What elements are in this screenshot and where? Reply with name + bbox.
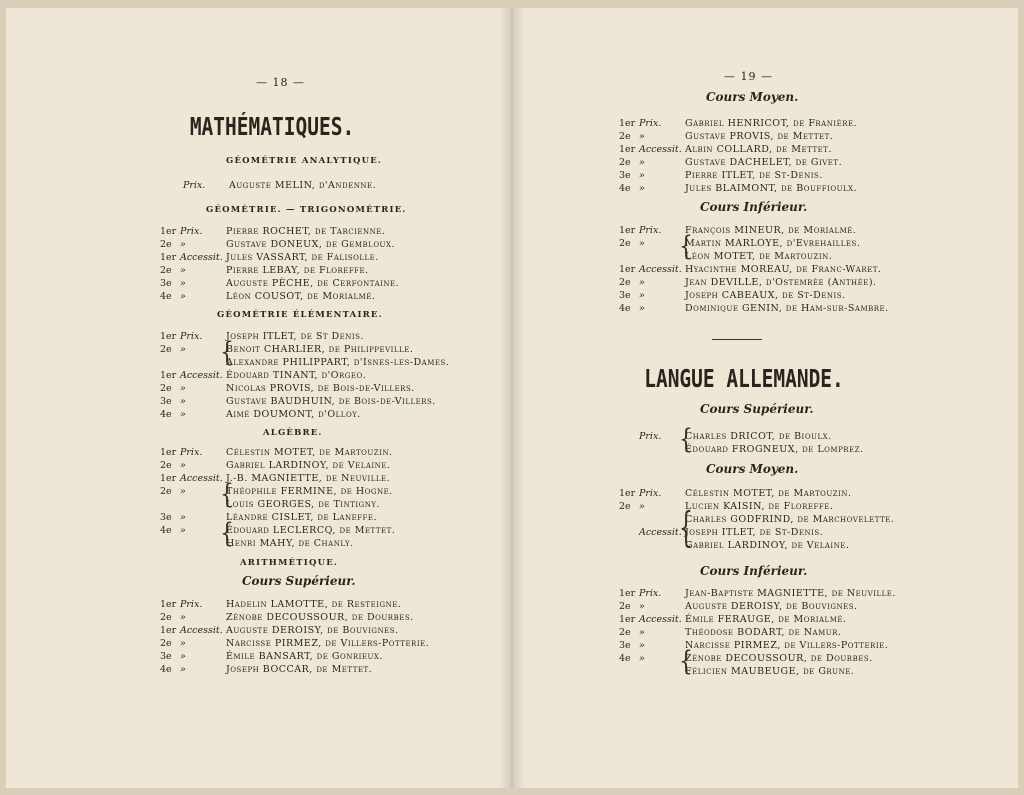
book-gutter xyxy=(498,8,526,788)
rank-label: 1er xyxy=(619,488,636,499)
rank-label: 2e xyxy=(160,344,172,355)
award-label: » xyxy=(639,501,645,512)
award-label: Prix. xyxy=(639,431,662,442)
brace-mark: { xyxy=(679,231,693,263)
page-number: — 18 — xyxy=(256,76,305,89)
award-label: » xyxy=(639,303,645,314)
award-label: » xyxy=(180,239,186,250)
rank-label: 3e xyxy=(619,170,631,181)
section-heading: ARITHMÉTIQUE. xyxy=(240,558,339,568)
laureate-name: Dominique GENIN, de Ham-sur-Sambre. xyxy=(685,303,889,314)
subsection-heading: Cours Inférieur. xyxy=(700,564,808,578)
rank-label: 1er xyxy=(619,144,636,155)
rank-label: 2e xyxy=(160,486,172,497)
rank-label: 4e xyxy=(160,409,172,420)
award-label: Prix. xyxy=(639,225,662,236)
laureate-name: Gustave PROVIS, de Mettet. xyxy=(685,131,834,142)
laureate-name: Félicien MAUBEUGE, de Grune. xyxy=(685,666,855,677)
rank-label: 4e xyxy=(619,183,631,194)
laureate-name: Pierre ROCHET, de Tarcienne. xyxy=(226,226,386,237)
laureate-name: Charles DRICOT, de Bioulx. xyxy=(685,431,832,442)
rank-label: 2e xyxy=(619,157,631,168)
rank-label: 4e xyxy=(619,653,631,664)
rank-label: 1er xyxy=(160,625,177,636)
laureate-name: Édouard FROGNEUX, de Lomprez. xyxy=(685,444,864,455)
rank-label: 2e xyxy=(619,501,631,512)
award-label: Prix. xyxy=(180,599,203,610)
rank-label: 1er xyxy=(619,264,636,275)
rank-label: 3e xyxy=(160,512,172,523)
laureate-name: Joseph BOCCAR, de Mettet. xyxy=(226,664,373,675)
laureate-name: Jean-Baptiste MAGNIETTE, de Neuville. xyxy=(685,588,896,599)
laureate-name: Louis GEORGES, de Tintigny. xyxy=(226,499,380,510)
laureate-name: Théodose BODART, de Namur. xyxy=(685,627,842,638)
rank-label: 4e xyxy=(160,525,172,536)
laureate-name: François MINEUR, de Morialmé. xyxy=(685,225,857,236)
laureate-name: Théophile FERMINE, de Hogne. xyxy=(226,486,393,497)
rank-label: 1er xyxy=(619,225,636,236)
laureate-name: Joseph CABEAUX, de St-Denis. xyxy=(685,290,846,301)
award-label: Prix. xyxy=(639,588,662,599)
rank-label: 1er xyxy=(619,614,636,625)
laureate-name: Charles GODFRIND, de Marchovelette. xyxy=(685,514,895,525)
award-label: Accessit. xyxy=(639,527,682,538)
rank-label: 2e xyxy=(160,638,172,649)
award-label: Prix. xyxy=(183,180,206,191)
award-label: » xyxy=(639,170,645,181)
laureate-name: Aimé DOUMONT, d'Olloy. xyxy=(226,409,361,420)
award-label: Prix. xyxy=(180,331,203,342)
laureate-name: Lucien KAISIN, de Floreffe. xyxy=(685,501,834,512)
laureate-name: Émile BANSART, de Gonrieux. xyxy=(226,651,383,662)
award-label: » xyxy=(180,651,186,662)
laureate-name: Gustave BAUDHUIN, de Bois-de-Villers. xyxy=(226,396,436,407)
award-label: Prix. xyxy=(180,447,203,458)
laureate-name: Auguste MELIN, d'Andenne. xyxy=(229,180,377,191)
award-label: » xyxy=(180,291,186,302)
award-label: » xyxy=(180,278,186,289)
laureate-name: Martin MARLOYE, d'Evrehailles. xyxy=(685,238,861,249)
laureate-name: Auguste DEROISY, de Bouvignes. xyxy=(226,625,399,636)
award-label: Prix. xyxy=(180,226,203,237)
rank-label: 2e xyxy=(619,277,631,288)
rank-label: 2e xyxy=(619,601,631,612)
rank-label: 3e xyxy=(160,651,172,662)
laureate-name: Hyacinthe MOREAU, de Franc-Waret. xyxy=(685,264,882,275)
award-label: » xyxy=(180,383,186,394)
laureate-name: Émile FERAUGE, de Morialmé. xyxy=(685,614,847,625)
laureate-name: Gabriel LARDINOY, de Velaine. xyxy=(685,540,850,551)
rank-label: 1er xyxy=(160,599,177,610)
rank-label: 3e xyxy=(619,640,631,651)
rank-label: 4e xyxy=(160,291,172,302)
award-label: » xyxy=(639,131,645,142)
laureate-name: Zénobe DECOUSSOUR, de Dourbes. xyxy=(226,612,414,623)
award-label: » xyxy=(180,344,186,355)
laureate-name: Gustave DONEUX, de Gembloux. xyxy=(226,239,395,250)
rank-label: 1er xyxy=(160,226,177,237)
rank-label: 2e xyxy=(160,383,172,394)
award-label: Accessit. xyxy=(180,473,223,484)
award-label: » xyxy=(639,183,645,194)
award-label: » xyxy=(639,290,645,301)
brace-mark: { xyxy=(220,337,234,369)
laureate-name: Zénobe DECOUSSOUR, de Dourbes. xyxy=(685,653,873,664)
rank-label: 1er xyxy=(160,370,177,381)
laureate-name: Narcisse PIRMEZ, de Villers-Potterie. xyxy=(685,640,889,651)
subsection-heading: Cours Moyen. xyxy=(706,462,799,476)
rank-label: 3e xyxy=(160,278,172,289)
laureate-name: Albin COLLARD, de Mettet. xyxy=(685,144,832,155)
award-label: » xyxy=(180,460,186,471)
award-label: » xyxy=(639,157,645,168)
brace-mark: { xyxy=(220,518,234,550)
award-label: Accessit. xyxy=(639,264,682,275)
section-heading: GÉOMÉTRIE ÉLÉMENTAIRE. xyxy=(217,310,383,320)
rank-label: 1er xyxy=(619,118,636,129)
rank-label: 2e xyxy=(160,460,172,471)
brace-mark: { xyxy=(679,646,693,678)
award-label: » xyxy=(639,277,645,288)
award-label: » xyxy=(639,601,645,612)
laureate-name: Léon MOTET, de Martouzin. xyxy=(685,251,833,262)
award-label: » xyxy=(639,627,645,638)
award-label: » xyxy=(180,486,186,497)
separator-rule xyxy=(712,339,762,340)
laureate-name: Nicolas PROVIS, de Bois-de-Villers. xyxy=(226,383,415,394)
rank-label: 2e xyxy=(160,239,172,250)
award-label: » xyxy=(180,409,186,420)
laureate-name: Joseph ITLET, de St-Denis. xyxy=(685,527,824,538)
award-label: » xyxy=(180,612,186,623)
award-label: Accessit. xyxy=(639,144,682,155)
award-label: Prix. xyxy=(639,488,662,499)
subsection-heading: Cours Moyen. xyxy=(706,90,799,104)
brace-mark: { xyxy=(679,506,693,553)
laureate-name: Pierre LEBAY, de Floreffe. xyxy=(226,265,369,276)
laureate-name: Gustave DACHELET, de Givet. xyxy=(685,157,843,168)
award-label: » xyxy=(180,512,186,523)
section-heading: ALGÈBRE. xyxy=(263,428,323,438)
rank-label: 4e xyxy=(619,303,631,314)
award-label: » xyxy=(180,265,186,276)
section-heading: GÉOMÉTRIE ANALYTIQUE. xyxy=(226,156,383,166)
subsection-heading: Cours Inférieur. xyxy=(700,200,808,214)
rank-label: 2e xyxy=(160,612,172,623)
laureate-name: Jean DEVILLE, d'Ostemrée (Anthée). xyxy=(685,277,877,288)
laureate-name: Gabriel LARDINOY, de Velaine. xyxy=(226,460,391,471)
rank-label: 4e xyxy=(160,664,172,675)
rank-label: 2e xyxy=(619,238,631,249)
subsection-heading: Cours Supérieur. xyxy=(700,402,814,416)
award-label: » xyxy=(180,664,186,675)
rank-label: 3e xyxy=(619,290,631,301)
award-label: » xyxy=(180,396,186,407)
laureate-name: Joseph ITLET, de St Denis. xyxy=(226,331,364,342)
laureate-name: Alexandre PHILIPPART, d'Isnes-les-Dames. xyxy=(226,357,450,368)
rank-label: 1er xyxy=(160,331,177,342)
award-label: Accessit. xyxy=(180,625,223,636)
brace-mark: { xyxy=(220,479,234,511)
rank-label: 2e xyxy=(160,265,172,276)
laureate-name: Édouard TINANT, d'Orgeo. xyxy=(226,370,367,381)
rank-label: 1er xyxy=(619,588,636,599)
award-label: » xyxy=(180,525,186,536)
brace-mark: { xyxy=(679,424,693,456)
laureate-name: Henri MAHY, de Chanly. xyxy=(226,538,354,549)
rank-label: 1er xyxy=(160,252,177,263)
laureate-name: Léon COUSOT, de Morialmé. xyxy=(226,291,376,302)
award-label: » xyxy=(180,638,186,649)
rank-label: 2e xyxy=(619,131,631,142)
award-label: Accessit. xyxy=(180,252,223,263)
laureate-name: Jules VASSART, de Falisolle. xyxy=(226,252,379,263)
page-number: — 19 — xyxy=(724,70,773,83)
award-label: » xyxy=(639,238,645,249)
laureate-name: J.-B. MAGNIETTE, de Neuville. xyxy=(226,473,391,484)
award-label: Accessit. xyxy=(639,614,682,625)
rank-label: 3e xyxy=(160,396,172,407)
page-title: LANGUE ALLEMANDE. xyxy=(644,364,844,393)
rank-label: 1er xyxy=(160,473,177,484)
laureate-name: Auguste PÈCHE, de Cerfontaine. xyxy=(226,278,400,289)
laureate-name: Gabriel HENRICOT, de Franière. xyxy=(685,118,858,129)
laureate-name: Hadelin LAMOTTE, de Resteigne. xyxy=(226,599,402,610)
rank-label: 2e xyxy=(619,627,631,638)
laureate-name: Pierre ITLET, de St-Denis. xyxy=(685,170,823,181)
award-label: Prix. xyxy=(639,118,662,129)
laureate-name: Narcisse PIRMEZ, de Villers-Potterie. xyxy=(226,638,430,649)
section-heading: GÉOMÉTRIE. — TRIGONOMÉTRIE. xyxy=(206,205,407,215)
subsection-heading: Cours Supérieur. xyxy=(242,574,356,588)
laureate-name: Léandre CISLET, de Laneffe. xyxy=(226,512,378,523)
laureate-name: Jules BLAIMONT, de Bouffioulx. xyxy=(685,183,858,194)
laureate-name: Célestin MOTET, de Martouzin. xyxy=(685,488,852,499)
rank-label: 1er xyxy=(160,447,177,458)
laureate-name: Édouard LECLERCQ, de Mettet. xyxy=(226,525,396,536)
award-label: Accessit. xyxy=(180,370,223,381)
award-label: » xyxy=(639,653,645,664)
page-title: MATHÉMATIQUES. xyxy=(189,112,355,141)
award-label: » xyxy=(639,640,645,651)
laureate-name: Célestin MOTET, de Martouzin. xyxy=(226,447,393,458)
laureate-name: Auguste DEROISY, de Bouvignes. xyxy=(685,601,858,612)
laureate-name: Benoit CHARLIER, de Philippeville. xyxy=(226,344,414,355)
